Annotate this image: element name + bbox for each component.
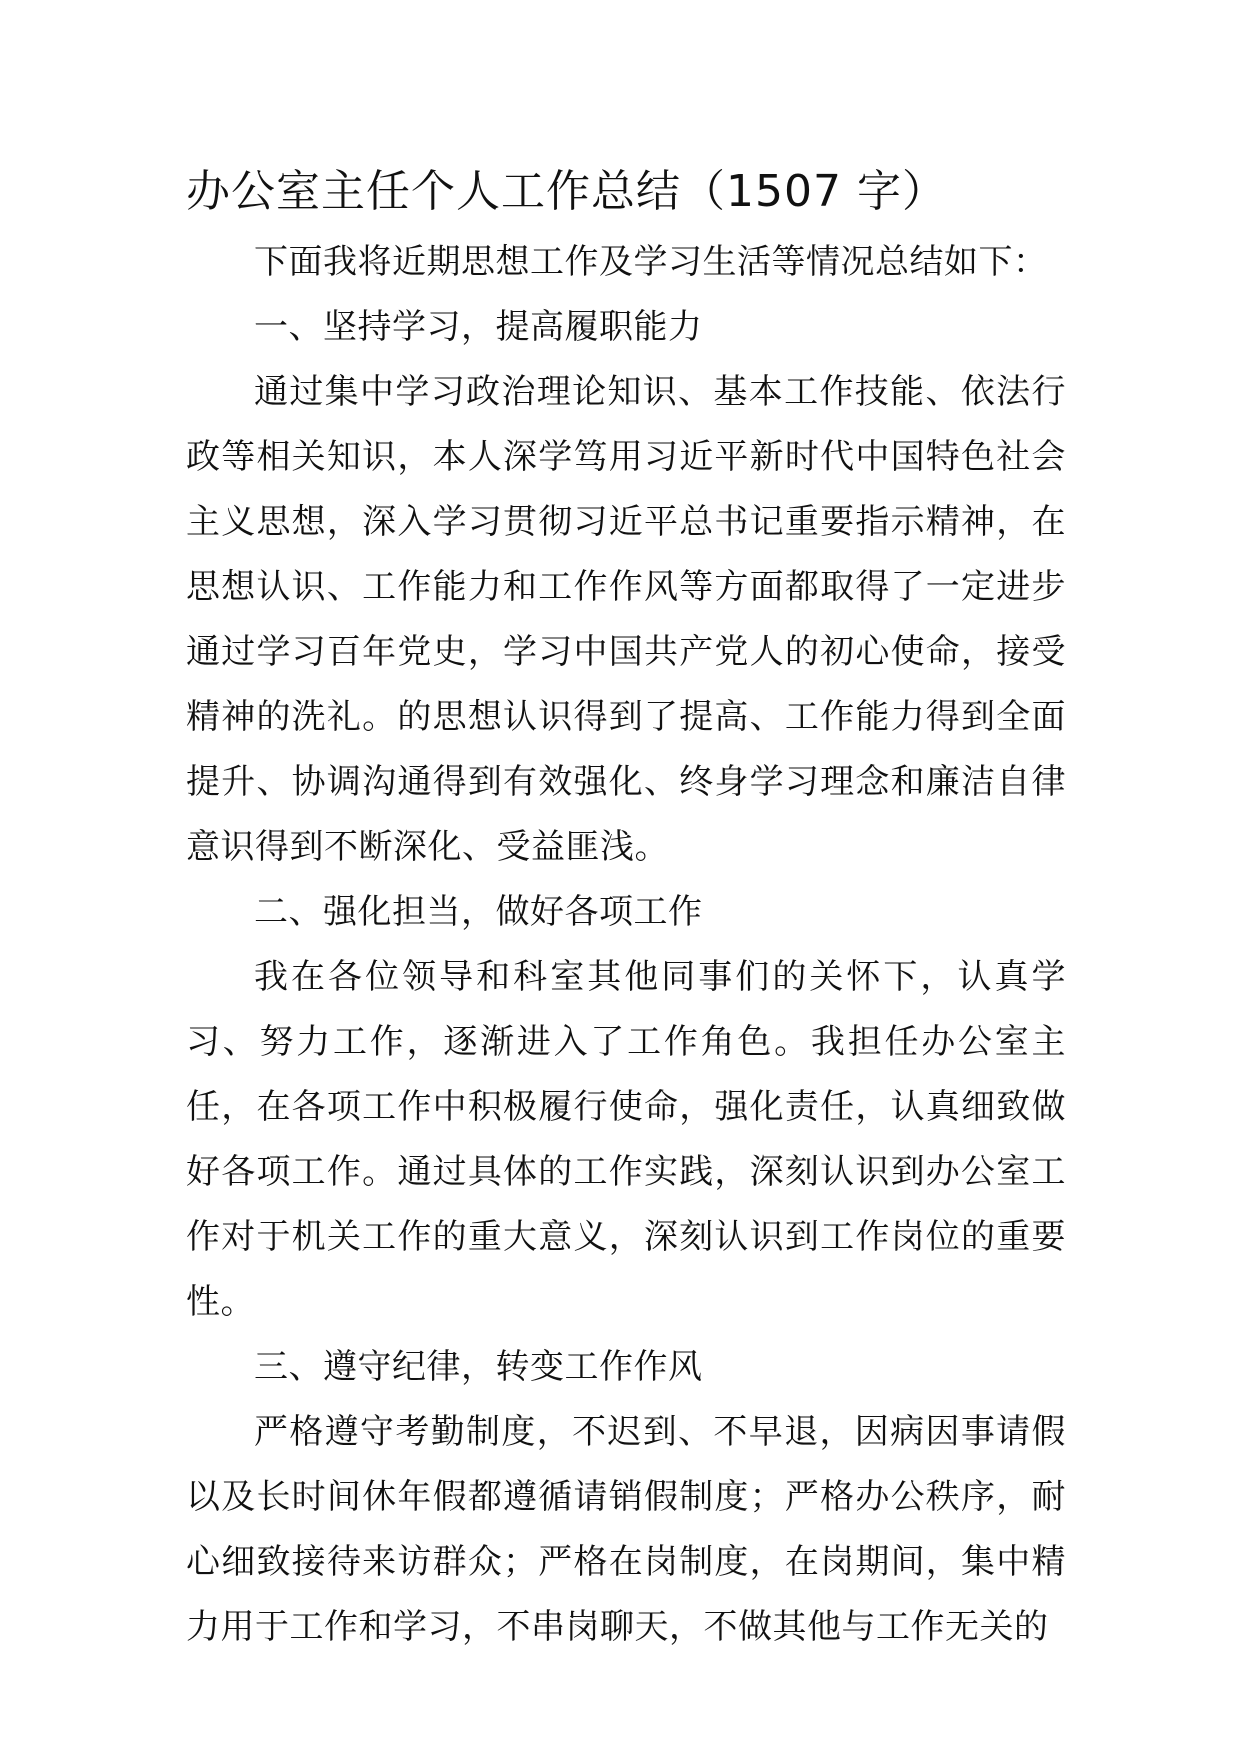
document-title: 办公室主任个人工作总结（1507 字） [186,166,947,217]
section-paragraph-3: 严格遵守考勤制度，不迟到、不早退，因病因事请假以及长时间休年假都遵循请销假制度；严格办公秩序，耐心细致接待来访群众；严格在岗制度，在岗期间，集中精力用于工作和学习，不串岗聊天，不做其他与工作无关的 [186,1412,1066,1647]
section-paragraph-1: 通过集中学习政治理论知识、基本工作技能、依法行政等相关知识，本人深学笃用习近平新时代中国特色社会主义思想，深入学习贯彻习近平总书记重要指示精神，在思想认识、工作能力和工作作风等方面都取得了一定进步通过学习百年党史，学习中国共产党人的初心使命，接受精神的洗礼。的思想认识得到了提高、工作能力得到全面提升、协调沟通得到有效强化、终身学习理念和廉洁自律意识得到不断深化、受益匪浅。 [186,372,1066,867]
intro-paragraph: 下面我将近期思想工作及学习生活等情况总结如下： [254,242,1048,282]
section-heading-3: 三、遵守纪律，转变工作作风 [254,1347,703,1387]
section-paragraph-2: 我在各位领导和科室其他同事们的关怀下，认真学习、努力工作，逐渐进入了工作角色。我担任办公室主任，在各项工作中积极履行使命，强化责任，认真细致做好各项工作。通过具体的工作实践，深刻认识到办公室工作对于机关工作的重大意义，深刻认识到工作岗位的重要性。 [186,957,1066,1322]
section-heading-2: 二、强化担当，做好各项工作 [254,892,703,932]
section-heading-1: 一、坚持学习，提高履职能力 [254,307,703,347]
document-body [186,230,1066,1660]
